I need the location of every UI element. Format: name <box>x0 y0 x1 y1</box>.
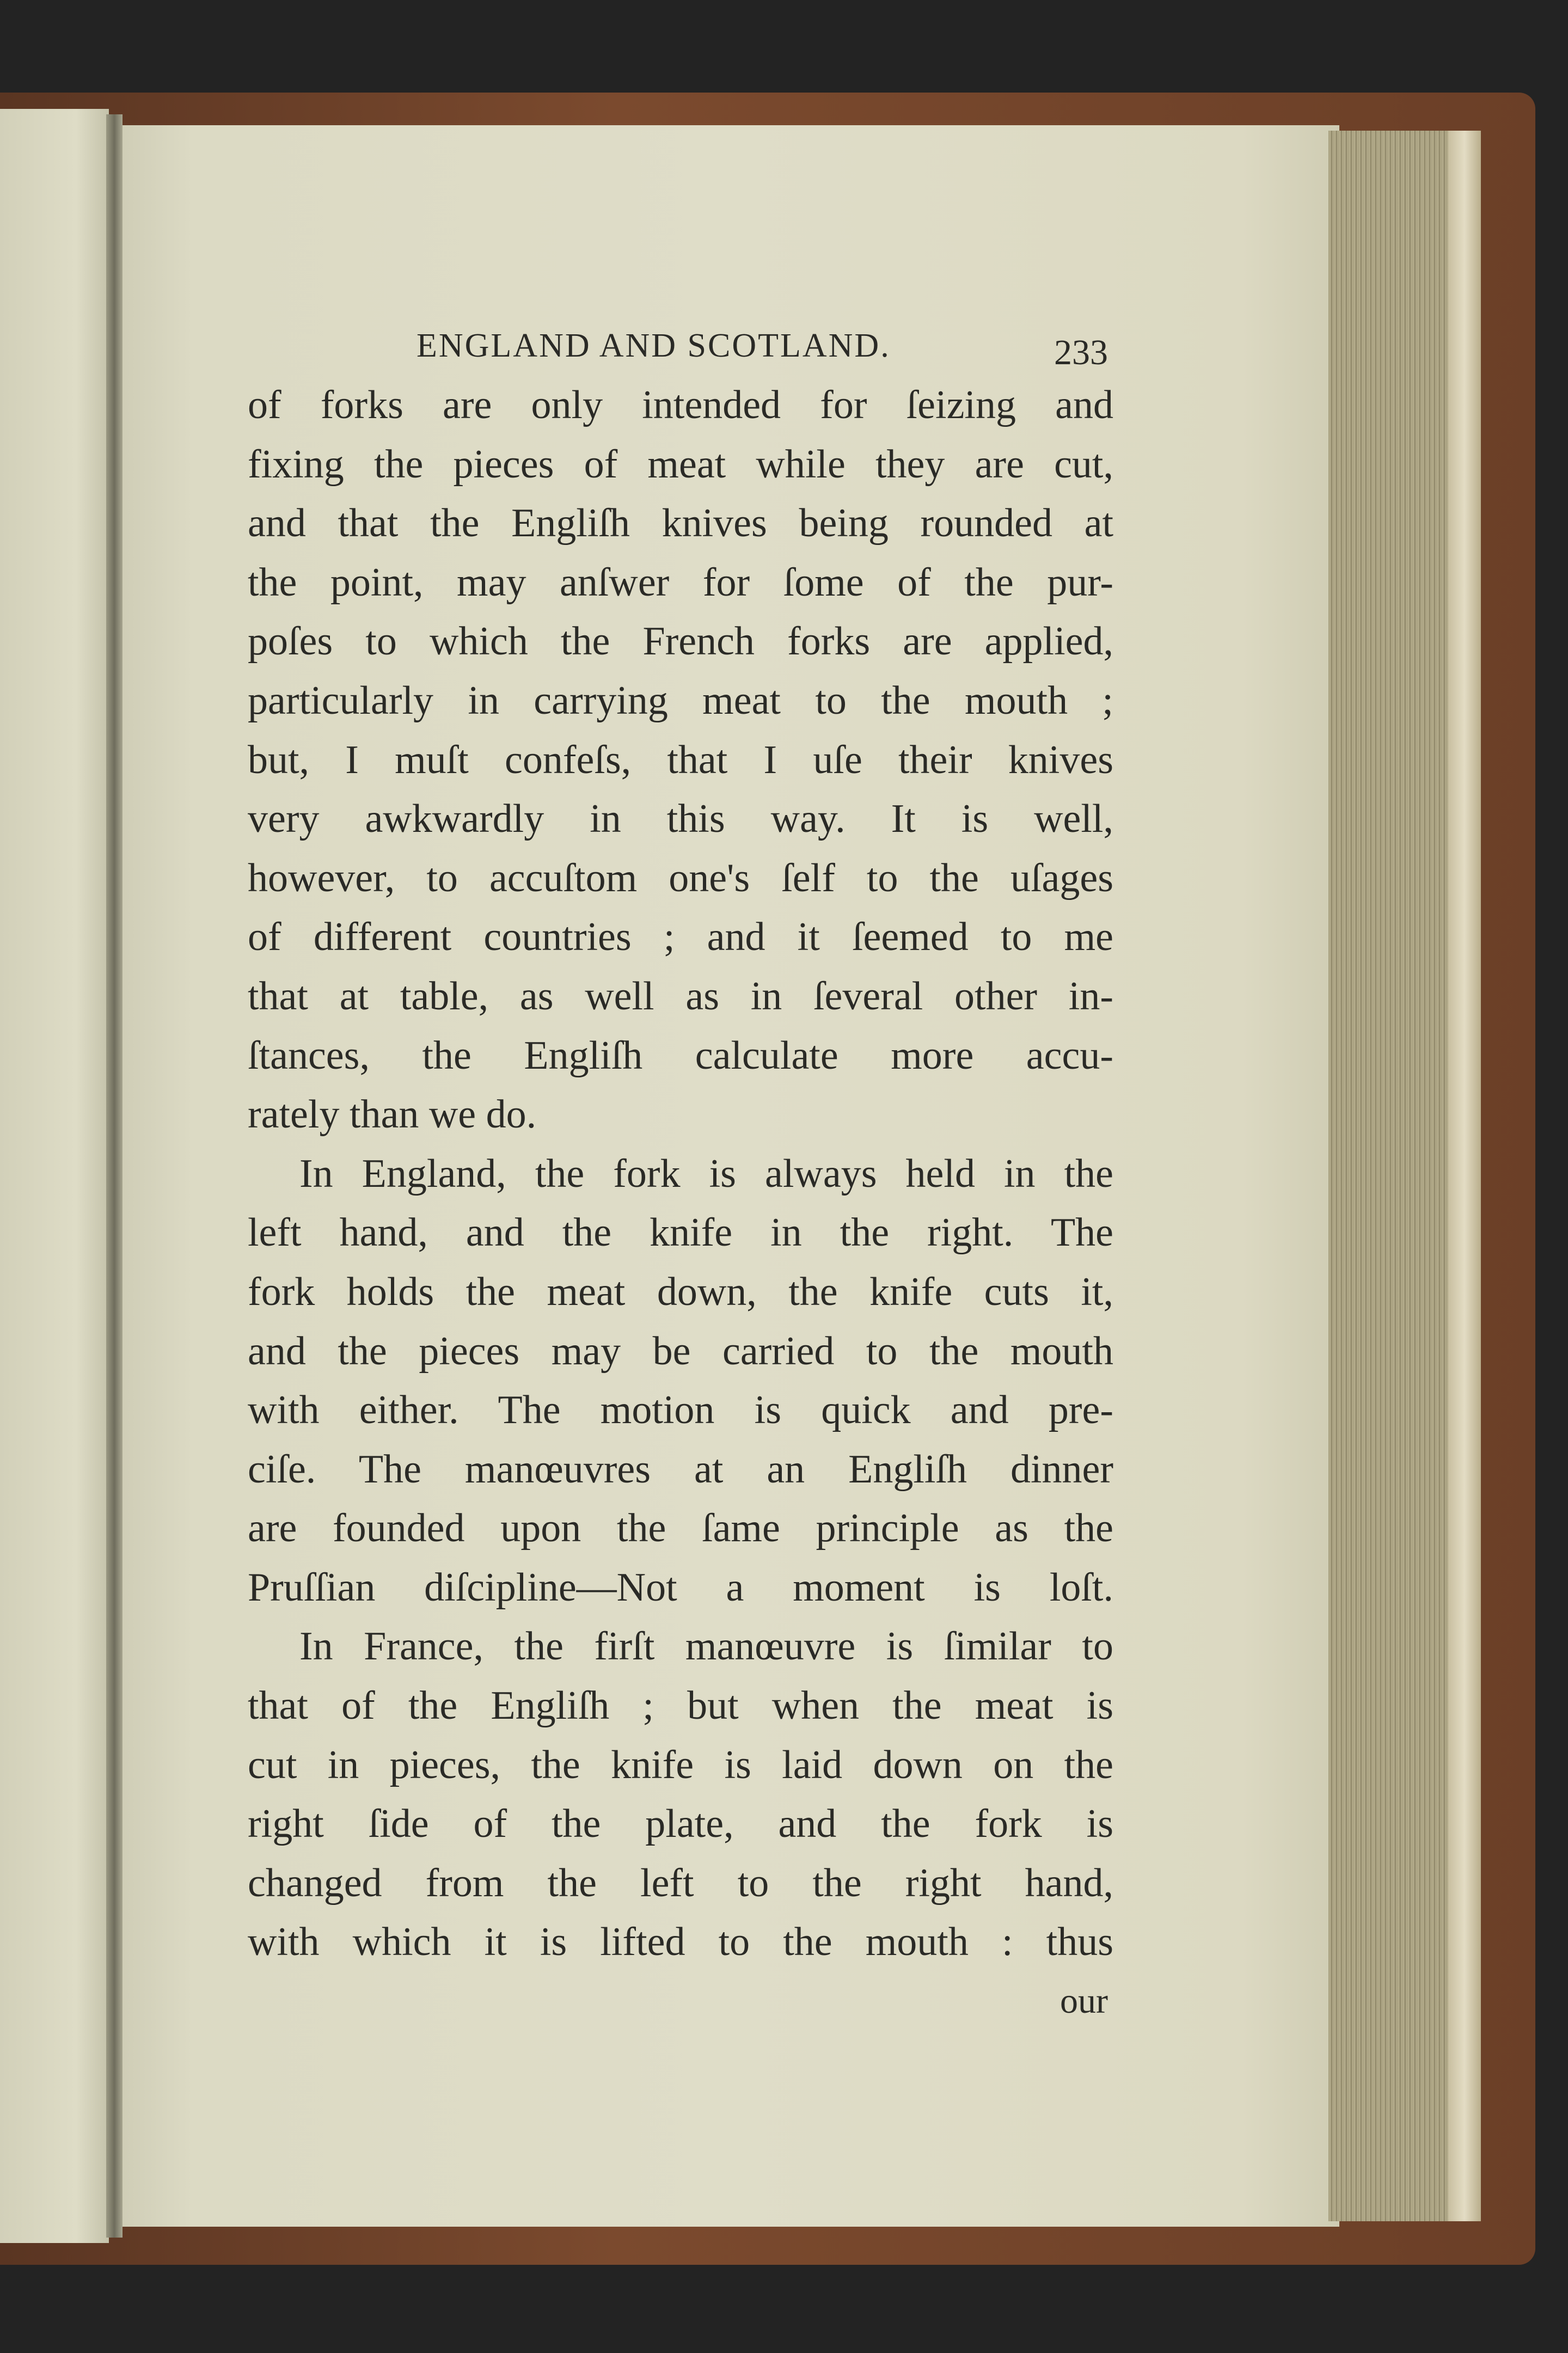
text-line: ciſe. The manœuvres at an Engliſh dinner <box>248 1447 1113 1492</box>
text-line: ſtances, the Engliſh calculate more accu- <box>248 1033 1113 1078</box>
text-line: right ſide of the plate, and the fork is <box>248 1801 1113 1847</box>
page-edges <box>1328 131 1454 2221</box>
text-line: with either. The motion is quick and pre- <box>248 1388 1113 1433</box>
page-number: 233 <box>1054 333 1108 372</box>
text-line: particularly in carrying meat to the mouth ; <box>248 678 1113 723</box>
text-line: cut in pieces, the knife is laid down on the <box>248 1742 1113 1787</box>
text-line: however, to accuſtom one's ſelf to the uſages <box>248 855 1113 900</box>
text-line: the point, may anſwer for ſome of the pur- <box>248 560 1113 605</box>
text-line: of forks are only intended for ſeizing and <box>248 383 1113 427</box>
text-line: of different countries ; and it ſeemed to me <box>248 915 1113 960</box>
running-head <box>248 316 1113 376</box>
text-line: very awkwardly in this way. It is well, <box>248 796 1113 842</box>
text-line: are founded upon the ſame principle as the <box>248 1506 1113 1551</box>
book-gutter <box>106 114 122 2238</box>
text-block <box>248 316 1113 2031</box>
text-line: and that the Engliſh knives being rounded at <box>248 501 1113 546</box>
running-title: ENGLAND AND SCOTLAND. <box>416 327 891 364</box>
text-line: rately than we do. <box>248 1092 537 1137</box>
text-line: fork holds the meat down, the knife cuts it, <box>248 1269 1113 1314</box>
text-line: that at table, as well as in ſeveral other in- <box>248 973 1113 1019</box>
text-line: left hand, and the knife in the right. The <box>248 1210 1113 1255</box>
text-line: but, I muſt confeſs, that I uſe their knives <box>248 737 1113 782</box>
text-line: with which it is lifted to the mouth : thus <box>248 1920 1113 1965</box>
facing-page <box>0 109 109 2243</box>
text-line: that of the Engliſh ; but when the meat is <box>248 1683 1113 1729</box>
catchword: our <box>1060 1981 1108 2021</box>
text-line: changed from the left to the right hand, <box>248 1860 1113 1905</box>
text-line: Pruſſian diſcipline—Not a moment is loſt. <box>248 1565 1113 1610</box>
text-line: and the pieces may be carried to the mouth <box>248 1328 1113 1374</box>
page-edges-outer <box>1448 131 1481 2221</box>
text-line: fixing the pieces of meat while they are cut, <box>248 442 1113 487</box>
text-line-paragraph-start: In England, the fork is always held in the <box>299 1151 1113 1196</box>
text-line-paragraph-start: In France, the firſt manœuvre is ſimilar to <box>299 1624 1113 1669</box>
text-line: poſes to which the French forks are applied, <box>248 619 1113 664</box>
